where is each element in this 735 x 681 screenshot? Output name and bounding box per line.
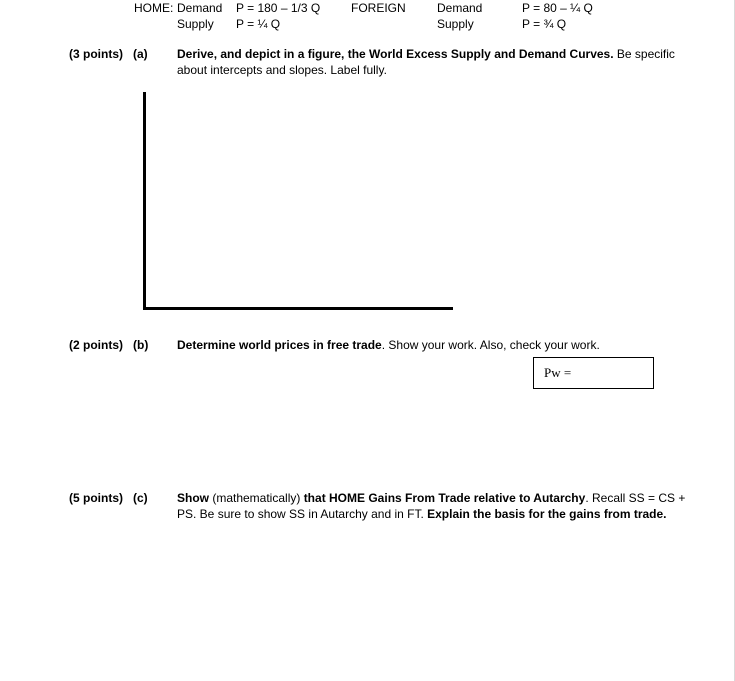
question-a-bold-text: Derive, and depict in a figure, the World Excess Supply and Demand Curves. [177, 47, 614, 61]
home-supply-equation: P = ¼ Q [236, 17, 281, 31]
question-c-normal2: . Recall SS = CS + [585, 491, 686, 505]
question-a-part: (a) [133, 47, 148, 61]
question-c-prompt-line2 [177, 506, 667, 522]
x-axis-line [143, 307, 453, 310]
foreign-demand-label: Demand [437, 1, 483, 15]
question-a-prompt-line2: about intercepts and slopes. Label fully. [177, 63, 387, 77]
y-axis-line [143, 92, 146, 310]
foreign-supply-label: Supply [437, 17, 474, 31]
question-a-normal-text: Be specific [613, 47, 675, 61]
question-c-normal1: (mathematically) [209, 491, 304, 505]
world-price-answer-box[interactable] [533, 357, 654, 389]
question-c-bold2: that HOME Gains From Trade relative to Autarchy [303, 491, 586, 505]
home-label: HOME: [134, 1, 174, 15]
world-price-label: Pw = [544, 365, 572, 380]
question-c-bold3: Explain the basis for the gains from trade. [427, 507, 667, 521]
foreign-label: FOREIGN [351, 1, 406, 15]
question-a-points: (3 points) [69, 47, 123, 61]
question-a-prompt-line1 [177, 46, 675, 62]
question-c-bold1: Show [177, 491, 209, 505]
question-b-normal-text: . Show your work. Also, check your work. [381, 338, 600, 352]
question-b-prompt [177, 337, 600, 353]
question-b-points: (2 points) [69, 338, 123, 352]
question-c-prompt-line1 [177, 490, 685, 506]
home-supply-label: Supply [177, 17, 214, 31]
question-b-part: (b) [133, 338, 149, 352]
home-demand-label: Demand [177, 1, 223, 15]
foreign-supply-equation: P = ¾ Q [522, 17, 567, 31]
foreign-demand-equation: P = 80 – ¼ Q [522, 1, 593, 15]
question-c-normal3: PS. Be sure to show SS in Autarchy and in FT. [177, 507, 428, 521]
question-b-bold-text: Determine world prices in free trade [177, 338, 382, 352]
question-c-part: (c) [133, 491, 148, 505]
home-demand-equation: P = 180 – 1/3 Q [236, 1, 321, 15]
question-c-points: (5 points) [69, 491, 123, 505]
